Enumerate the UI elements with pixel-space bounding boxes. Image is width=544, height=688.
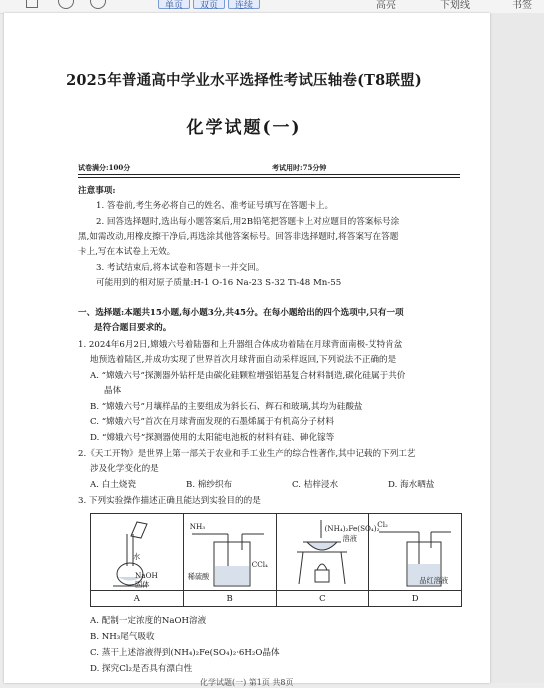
redo-icon[interactable] — [90, 0, 106, 9]
page-footer: 化学试题(一) 第1页 共8页 — [200, 678, 294, 687]
label-dye-solution: 品红溶液 — [419, 576, 449, 585]
q3-stem: 3. 下列实验操作描述正确且能达到实验目的的是 — [78, 496, 261, 506]
q1-option-a: A. “嫦娥六号”探测器外钻杆是由碳化硅颗粒增强铝基复合材料制造,碳化硅属于共价 — [90, 371, 406, 381]
q1-stem-cont: 地预选着陆区,并成功实现了世界首次月球背面自动采样返回,下列说法不正确的是 — [90, 355, 397, 365]
q3-option-d: D. 探究Cl₂是否具有漂白性 — [90, 664, 193, 674]
document-page — [4, 13, 490, 683]
notice-line: 卡上,写在本试卷上无效。 — [78, 247, 176, 257]
single-page-button[interactable]: 单页 — [158, 0, 190, 9]
q1-option-b: B. “嫦娥六号”月壤样品的主要组成为斜长石、辉石和玻璃,其均为硅酸盐 — [90, 402, 363, 412]
q3-option-b: B. NH₃尾气吸收 — [90, 632, 155, 642]
header-rule-thin — [78, 177, 460, 178]
page-icon[interactable] — [26, 0, 38, 8]
q2-stem: 2.《天工开物》是世界上第一部关于农业和手工业生产的综合性著作,其中记载的下列工艺 — [78, 449, 416, 459]
experiment-a-cell — [91, 514, 184, 591]
cell-label-b: B — [183, 591, 276, 607]
view-mode-group — [158, 0, 260, 9]
exam-subtitle: 化学试题(一) — [186, 118, 302, 138]
highlight-button[interactable]: 高亮 — [376, 0, 396, 11]
label-dilute-acid: 稀硫酸 — [187, 572, 210, 581]
continuous-button[interactable]: 连续 — [228, 0, 260, 9]
cell-label-c: C — [276, 591, 369, 607]
notice-line: 2. 回答选择题时,选出每小题答案后,用2B铅笔把答题卡上对应题目的答案标号涂 — [96, 217, 400, 227]
label-formula: (NH₄)₂Fe(SO₄)₂ — [324, 524, 380, 533]
cell-label-d: D — [369, 591, 462, 607]
q2-option-c: C. 桔梓浸水 — [292, 480, 339, 490]
q2-option-d: D. 海水晒盐 — [388, 480, 435, 490]
notice-heading: 注意事项: — [78, 186, 116, 196]
q2-option-a: A. 白土烧瓷 — [90, 480, 137, 490]
q1-option-c: C. “嫦娥六号”首次在月球背面发现的石墨烯属于有机高分子材料 — [90, 417, 334, 427]
score-info: 试卷满分:100分 — [78, 163, 131, 172]
atomic-masses: 可能用到的相对原子质量:H-1 O-16 Na-23 S-32 Ti-48 Mn-55 — [96, 278, 342, 288]
undo-icon[interactable] — [58, 0, 74, 9]
label-solution: 溶液 — [342, 534, 357, 543]
q1-option-d: D. “嫦娥六号”探测器使用的太阳能电池板的材料有硅、砷化镓等 — [90, 433, 335, 443]
label-solid: 固体 — [135, 580, 150, 589]
cell-label-a: A — [91, 591, 184, 607]
q2-option-b: B. 棉纱织布 — [186, 480, 233, 490]
label-nh3: NH₃ — [189, 522, 206, 531]
underline-button[interactable]: 下划线 — [440, 0, 470, 11]
double-page-button[interactable]: 双页 — [193, 0, 225, 9]
q1-option-a-cont: 晶体 — [104, 386, 122, 396]
q2-stem-cont: 涉及化学变化的是 — [90, 464, 159, 474]
reader-toolbar — [0, 0, 544, 14]
q1-stem: 1. 2024年6月2日,嫦娥六号着陆器和上升器组合体成功着陆在月球背面南极-艾特肯盆 — [78, 340, 403, 350]
experiment-table — [90, 513, 462, 607]
label-ccl4: CCl₄ — [251, 560, 268, 569]
experiment-c-cell — [276, 514, 380, 591]
exam-title: 2025年普通高中学业水平选择性考试压轴卷(T8联盟) — [66, 72, 422, 89]
header-rule — [78, 174, 460, 175]
q3-option-a: A. 配制一定浓度的NaOH溶液 — [90, 616, 207, 626]
section-heading-cont: 是符合题目要求的。 — [94, 323, 172, 333]
label-cl2: Cl₂ — [377, 520, 388, 529]
experiment-b-cell — [183, 514, 276, 591]
page-margin — [490, 13, 544, 683]
section-heading: 一、选择题:本题共15小题,每小题3分,共45分。在每小题给出的四个选项中,只有一项 — [78, 308, 404, 318]
label-naoh: NaOH — [135, 571, 158, 580]
experiment-d-cell — [369, 514, 462, 591]
q3-option-c: C. 蒸干上述溶液得到(NH₄)₂Fe(SO₄)₂·6H₂O晶体 — [90, 648, 280, 658]
notice-line: 3. 考试结束后,将本试卷和答题卡一并交回。 — [96, 263, 265, 273]
notice-line: 1. 答卷前,考生务必将自己的姓名、准考证号填写在答题卡上。 — [96, 201, 334, 211]
notice-line: 黑,如需改动,用橡皮擦干净后,再选涂其他答案标号。回答非选择题时,将答案写在答题 — [78, 232, 399, 242]
label-water: 水 — [133, 552, 141, 561]
time-info: 考试用时:75分钟 — [272, 163, 327, 172]
bookmark-button[interactable]: 书签 — [512, 0, 532, 11]
